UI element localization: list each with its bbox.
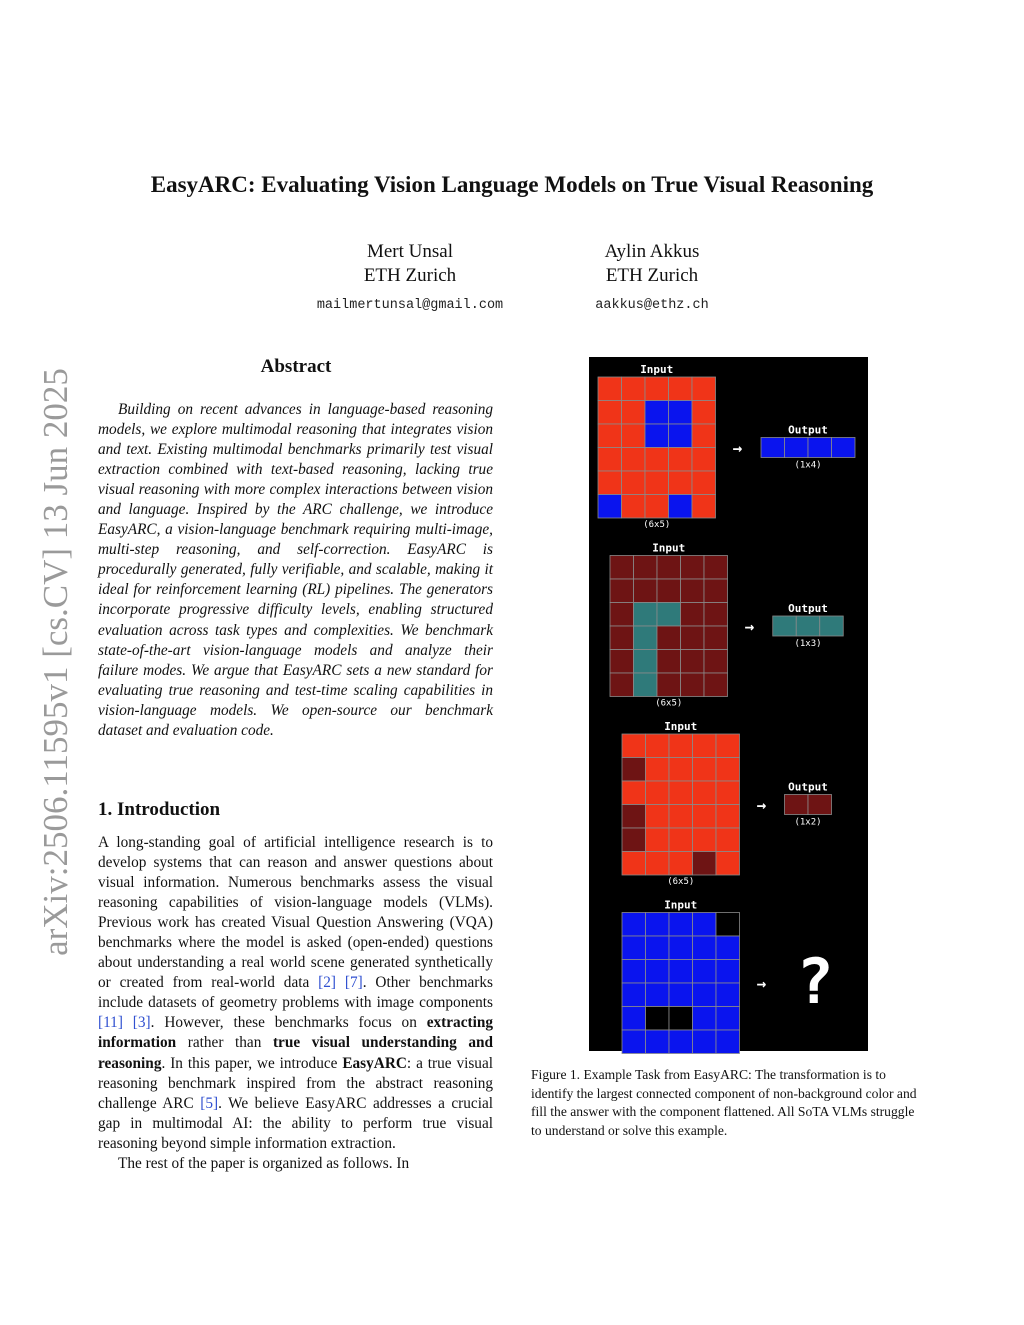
grid-cell [622,852,646,876]
output-cell [785,795,809,815]
output-dimensions: (1x4) [794,460,822,471]
arrow-icon: → [732,438,743,458]
grid-cell [598,448,622,472]
output-cell [773,616,797,636]
grid-cell [669,448,693,472]
grid-cell [681,673,705,697]
output-cell [832,438,856,458]
grid-cell [646,852,670,876]
grid-cell [622,936,646,960]
grid-cell [669,377,693,401]
grid-cell [693,828,717,852]
grid-cell [646,960,670,984]
grid-cell [646,734,670,758]
grid-cell [646,1007,670,1031]
grid-cell [716,1007,740,1031]
grid-cell [692,495,716,519]
figure-caption: Figure 1. Example Task from EasyARC: The transformation is to identify the largest connected component of non-background color and fill the answer with the component flattened. All SoTA VLMs struggle to understand or solve this example. [531,1067,917,1138]
grid-cell [681,650,705,674]
grid-cell [657,603,681,627]
grid-cell [634,626,658,650]
grid-cell [634,650,658,674]
figure-canvas [589,357,868,1066]
grid-cell [716,734,740,758]
grid-dimensions: (6x5) [643,520,671,530]
grid-cell [622,377,646,401]
citation-link[interactable]: [5] [200,1094,219,1112]
output-label: Output [788,780,828,794]
grid-cell [669,828,693,852]
grid-cell [716,781,740,805]
grid-dimensions: (6x5) [667,877,695,887]
bold-text: true visual understanding and reasoning [98,1034,493,1072]
grid-cell [692,448,716,472]
grid-cell [693,781,717,805]
grid-cell [693,1030,717,1054]
grid-cell [693,960,717,984]
author-affiliation: ETH Zurich [363,265,457,286]
grid-cell [669,852,693,876]
grid-cell [610,673,634,697]
citation-link[interactable]: [3] [132,1014,151,1032]
author-1 [290,240,530,318]
grid-cell [681,603,705,627]
grid-cell [657,626,681,650]
grid-cell [646,1030,670,1054]
bold-text: EasyARC [342,1054,407,1072]
text-span: . However, these benchmarks focus on [150,1014,427,1032]
grid-cell [669,424,693,448]
grid-cell [669,1030,693,1054]
grid-cell [598,471,622,495]
grid-cell [669,781,693,805]
paper-title: EasyARC: Evaluating Vision Language Models on True Visual Reasoning [150,172,874,197]
grid-cell [646,983,670,1007]
grid-cell [669,734,693,758]
grid-cell [693,758,717,782]
citation-link[interactable]: [2] [318,974,336,992]
grid-dimensions: (6x5) [655,698,683,709]
grid-cell [622,471,646,495]
grid-cell [622,424,646,448]
grid-cell [610,579,634,603]
intro-text [98,833,493,1174]
author-email[interactable]: aakkus@ethz.ch [595,298,709,313]
grid-cell [693,1007,717,1031]
grid-cell [716,960,740,984]
abstract-heading: Abstract [260,356,332,377]
citation-link[interactable]: [11] [98,1014,123,1032]
grid-cell [704,626,728,650]
input-label: Input [640,363,674,376]
grid-cell [622,805,646,829]
grid-cell [646,828,670,852]
grid-cell [622,983,646,1007]
grid-cell [622,734,646,758]
grid-dimensions: (6x5) [667,1055,695,1066]
bold-text: extracting information [98,1014,493,1052]
arrow-icon: → [744,617,755,636]
output-cell [796,616,820,636]
grid-cell [646,936,670,960]
output-cell [808,795,832,815]
grid-cell [622,401,646,425]
author-2 [532,240,772,318]
grid-cell [645,401,669,425]
grid-cell [716,758,740,782]
input-label: Input [652,541,686,555]
grid-cell [645,471,669,495]
grid-cell [693,983,717,1007]
grid-cell [716,805,740,829]
grid-cell [657,650,681,674]
grid-cell [692,424,716,448]
grid-cell [634,603,658,627]
grid-cell [645,424,669,448]
figure-1 [589,357,868,1066]
grid-cell [645,448,669,472]
output-cell [761,438,785,458]
input-label: Input [664,720,698,733]
grid-cell [598,377,622,401]
grid-cell [704,556,728,580]
grid-cell [622,1030,646,1054]
grid-cell [622,758,646,782]
grid-cell [657,673,681,697]
grid-cell [716,983,740,1007]
output-dimensions: (1x2) [794,817,822,828]
intro-paragraph-1 [98,833,493,1154]
output-cell [808,438,832,458]
author-email[interactable]: mailmertunsal@gmail.com [316,298,504,313]
grid-cell [610,603,634,627]
author-name: Aylin Akkus [604,241,700,262]
grid-cell [704,603,728,627]
output-label: Output [788,423,828,437]
text-span: rather than [176,1034,273,1052]
grid-cell [645,377,669,401]
grid-cell [693,936,717,960]
grid-cell [669,401,693,425]
grid-cell [669,495,693,519]
grid-cell [693,852,717,876]
intro-paragraph-2: The rest of the paper is organized as follows. In [118,1154,410,1172]
grid-cell [716,913,740,937]
text-span: . Other benchmarks include datasets of geometry problems with image components [98,974,493,1012]
grid-cell [598,401,622,425]
grid-cell [716,936,740,960]
question-mark-icon: ? [796,945,834,1018]
grid-cell [681,579,705,603]
text-span: . We believe EasyARC addresses a crucial gap in multimodal AI: the ability to perform true visual reasoning beyond simple information extraction. [98,1094,493,1152]
grid-cell [681,626,705,650]
grid-cell [622,781,646,805]
grid-cell [693,734,717,758]
grid-cell [669,1007,693,1031]
grid-cell [669,913,693,937]
grid-cell [622,448,646,472]
grid-cell [622,495,646,519]
grid-cell [610,626,634,650]
grid-cell [646,781,670,805]
citation-link[interactable]: [7] [344,974,363,992]
grid-cell [693,805,717,829]
grid-cell [669,805,693,829]
text-span: : a true visual reasoning benchmark inspired from the abstract reasoning challenge ARC [98,1054,493,1112]
abstract-text: Building on recent advances in language-based reasoning models, we explore multimodal reasoning that integrates vision and text. Existing multimodal benchmarks primarily test visual extraction combined with text-based reasoning, lacking true visual reasoning with more complex interactions between vision and language. Inspired by the ARC challenge, we introduce EasyARC, a vision-language benchmark requiring multi-image, multi-step reasoning, and self-correction. EasyARC is procedurally generated, fully verifiable, and scalable, making it ideal for reinforcement learning (RL) pipelines. The generators incorporate progressive difficulty levels, enabling structured evaluation across task types and complexities. We benchmark state-of-the-art vision-language models and analyze their failure modes. We argue that EasyARC sets a new standard for evaluating true reasoning and test-time scaling capabilities in vision-language models. We open-source our benchmark dataset and evaluation code. [98,401,493,739]
grid-cell [669,983,693,1007]
grid-cell [610,556,634,580]
grid-cell [716,1030,740,1054]
grid-cell [704,579,728,603]
output-label: Output [788,602,828,615]
grid-cell [669,758,693,782]
grid-cell [646,758,670,782]
grid-cell [646,913,670,937]
text-span: . In this paper, we introduce [161,1054,343,1072]
section-heading: 1. Introduction [98,799,221,820]
grid-cell [704,650,728,674]
grid-cell [657,579,681,603]
grid-cell [669,936,693,960]
grid-cell [622,828,646,852]
grid-cell [693,913,717,937]
grid-cell [681,556,705,580]
output-cell [785,438,809,458]
grid-cell [692,401,716,425]
grid-cell [704,673,728,697]
grid-cell [646,805,670,829]
grid-cell [634,556,658,580]
input-label: Input [664,898,698,912]
grid-cell [622,1007,646,1031]
author-name: Mert Unsal [366,241,453,262]
author-affiliation: ETH Zurich [605,265,699,286]
grid-cell [622,960,646,984]
text-span: A long-standing goal of artificial intelligence research is to develop systems that can reason and answer questions about visual information. Numerous benchmarks assess the visual reasoning capabilities of vision-language models (VLMs). Previous work has created Visual Question Answering (VQA) benchmarks where the model is asked (open-ended) questions about understanding a real world scene generated synthetically or created from real-world data [98,834,493,992]
grid-cell [622,913,646,937]
grid-cell [634,579,658,603]
grid-cell [716,828,740,852]
grid-cell [669,471,693,495]
grid-cell [669,960,693,984]
grid-cell [657,556,681,580]
output-cell [820,616,844,636]
grid-cell [634,673,658,697]
grid-cell [692,377,716,401]
grid-cell [598,424,622,448]
grid-cell [692,471,716,495]
arrow-icon: → [756,795,767,815]
grid-cell [645,495,669,519]
grid-cell [716,852,740,876]
grid-cell [598,495,622,519]
grid-cell [610,650,634,674]
output-dimensions: (1x3) [794,639,822,649]
arxiv-identifier: arXiv:2506.11595v1 [cs.CV] 13 Jun 2025 [36,368,75,956]
arrow-icon: → [756,974,767,993]
